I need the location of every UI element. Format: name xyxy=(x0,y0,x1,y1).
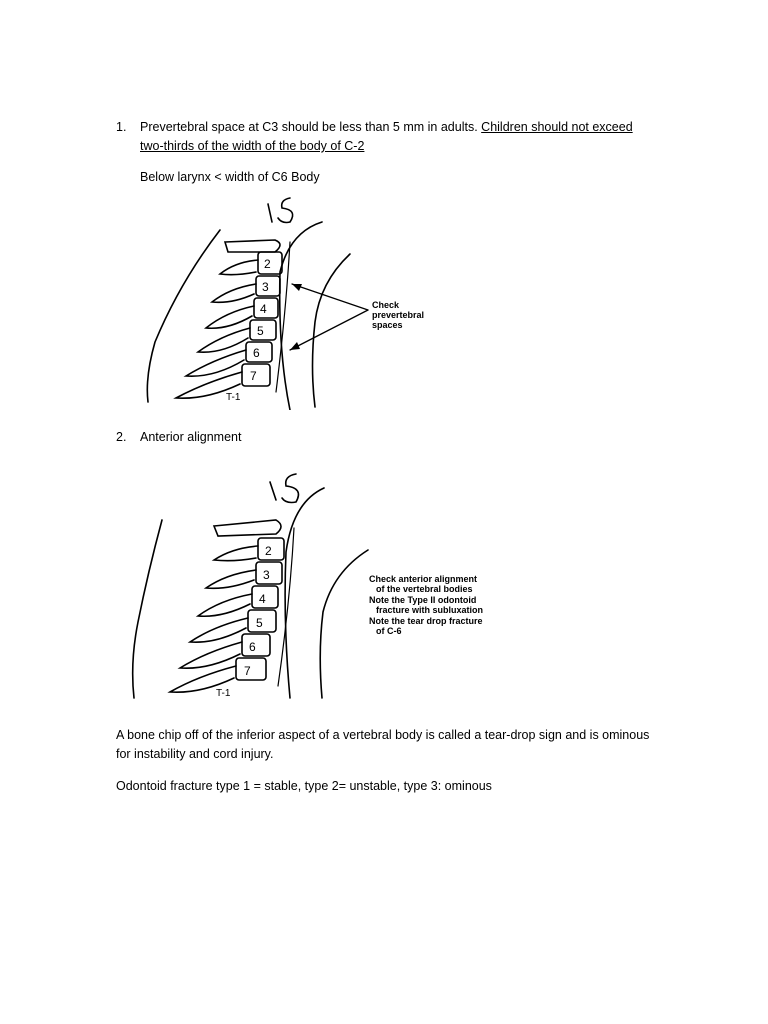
fig2-t1-label: T-1 xyxy=(216,688,231,699)
paragraph-tear-drop-line1: A bone chip off of the inferior aspect of a vertebral body is called a tear-drop sign and is ominous xyxy=(116,728,650,742)
item-2-text: Anterior alignment xyxy=(140,430,242,444)
fig1-vertebra-label: 7 xyxy=(250,369,257,383)
fig1-vertebra-label: 4 xyxy=(260,302,267,316)
fig2-note-line2: of the vertebral bodies xyxy=(376,584,473,594)
fig1-vertebra-label: 3 xyxy=(262,280,269,294)
fig1-callout-line1: Check xyxy=(372,300,400,310)
item-1-sub-note: Below larynx < width of C6 Body xyxy=(140,170,320,184)
fig2-note-line5: Note the tear drop fracture xyxy=(369,616,483,626)
fig2-vertebra-label: 6 xyxy=(249,640,256,654)
fig2-vertebra-label: 5 xyxy=(256,616,263,630)
list-number-2: 2. xyxy=(116,430,127,444)
fig2-note-line6: of C-6 xyxy=(376,626,402,636)
figure-1-spine-diagram xyxy=(140,192,470,410)
item-1-plain-text: Prevertebral space at C3 should be less than 5 mm in adults. xyxy=(140,120,478,134)
fig2-vertebra-label: 2 xyxy=(265,544,272,558)
fig2-note-line1: Check anterior alignment xyxy=(369,574,478,584)
item-1-underlined-text-line2: two-thirds of the width of the body of C-2 xyxy=(140,139,365,153)
paragraph-odontoid: Odontoid fracture type 1 = stable, type 2= unstable, type 3: ominous xyxy=(116,779,492,793)
fig2-vertebra-label: 7 xyxy=(244,664,251,678)
list-number-1: 1. xyxy=(116,120,127,134)
fig2-note-line3: Note the Type II odontoid xyxy=(369,595,477,605)
fig1-vertebra-label: 2 xyxy=(264,257,271,271)
fig1-vertebra-label: 5 xyxy=(257,324,264,338)
item-1-text xyxy=(140,118,660,136)
fig1-vertebra-label: 6 xyxy=(253,346,260,360)
figure-2-spine-diagram xyxy=(118,462,508,702)
paragraph-tear-drop-line2: for instability and cord injury. xyxy=(116,747,274,761)
fig2-vertebra-label: 4 xyxy=(259,592,266,606)
fig2-note-line4: fracture with subluxation xyxy=(376,605,484,615)
fig1-callout-line3: spaces xyxy=(372,320,403,330)
item-1-underlined-text: Children should not exceed xyxy=(481,120,633,134)
fig2-vertebra-label: 3 xyxy=(263,568,270,582)
fig1-callout-line2: prevertebral xyxy=(372,310,425,320)
fig1-t1-label: T-1 xyxy=(226,392,241,403)
